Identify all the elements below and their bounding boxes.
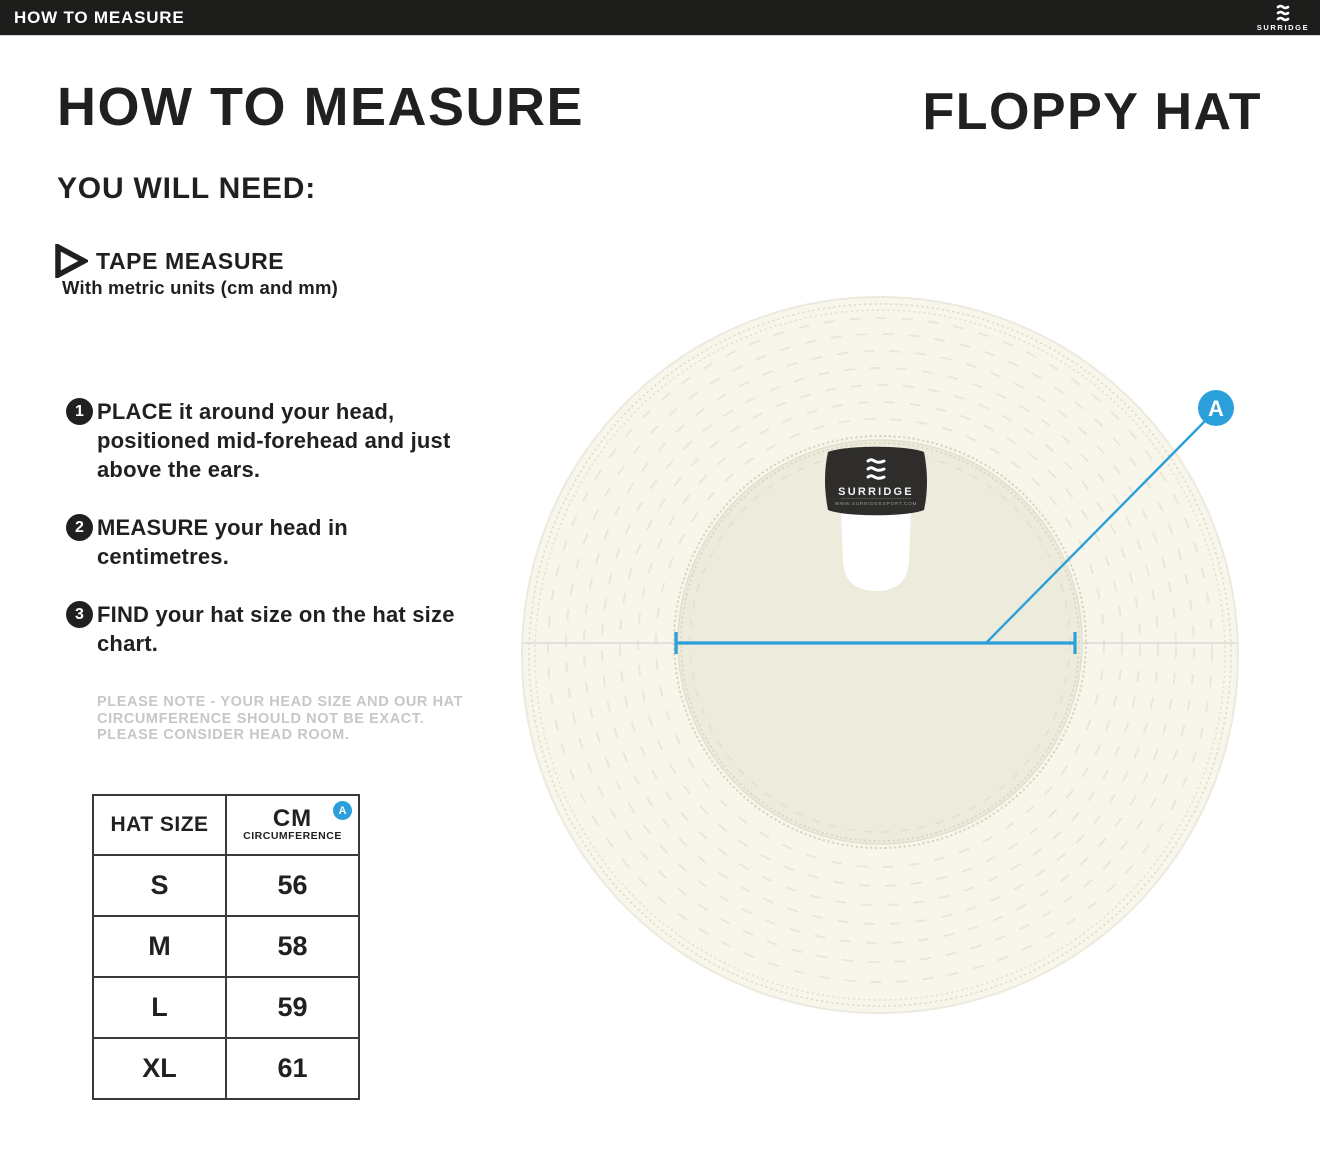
step-3 (66, 600, 486, 658)
step-1-badge: 1 (66, 398, 93, 425)
header-cm-label: CM (272, 805, 313, 832)
topbar-brand-text: SURRIDGE (1256, 22, 1310, 32)
floppy-hat-diagram (500, 270, 1290, 1050)
note-line-1: PLEASE NOTE - YOUR HEAD SIZE AND OUR HAT (97, 694, 464, 710)
table-row (93, 1038, 359, 1099)
table-header-row (93, 795, 359, 855)
header-circumference-label: CIRCUMFERENCE (243, 830, 342, 842)
header-hat-size-cell (93, 795, 226, 855)
step-2 (66, 513, 486, 571)
note-line-3: PLEASE CONSIDER HEAD ROOM. (97, 727, 350, 743)
page-title: HOW TO MEASURE (57, 77, 585, 137)
step-3-badge: 3 (66, 601, 93, 628)
step-1 (66, 397, 486, 484)
tape-measure-row (54, 244, 284, 278)
cm-cell-xl: 61 (226, 1038, 359, 1099)
topbar-title: HOW TO MEASURE (14, 7, 185, 27)
step-2-badge: 2 (66, 514, 93, 541)
cm-cell-s: 56 (226, 855, 359, 916)
label-brand-text: SURRIDGE (838, 486, 914, 498)
table-row (93, 916, 359, 977)
step-1-text: PLACE it around your head, positioned mid-forehead and just above the ears. (97, 399, 451, 482)
surridge-logo-icon (1252, 2, 1314, 34)
note-line-2: CIRCUMFERENCE SHOULD NOT BE EXACT. (97, 710, 425, 727)
tape-measure-label: TAPE MEASURE (96, 248, 285, 274)
size-cell-s: S (93, 855, 226, 916)
size-cell-l: L (93, 977, 226, 1038)
size-cell-m: M (93, 916, 226, 977)
table-row (93, 977, 359, 1038)
tape-measure-icon (54, 244, 88, 278)
cm-cell-m: 58 (226, 916, 359, 977)
tape-measure-note: With metric units (cm and mm) (62, 277, 338, 298)
you-will-need-heading: YOU WILL NEED: (57, 172, 316, 205)
header-hat-size-label: HAT SIZE (110, 813, 209, 836)
steps-list (66, 397, 486, 687)
step-3-text: FIND your hat size on the hat size chart. (97, 602, 455, 656)
crown-inner-patch (841, 510, 911, 591)
product-title: FLOPPY HAT (922, 83, 1262, 141)
top-bar (0, 0, 1320, 36)
table-marker-a-badge: A (333, 801, 352, 820)
head-room-note (97, 694, 463, 744)
size-cell-xl: XL (93, 1038, 226, 1099)
marker-a-letter: A (1208, 396, 1224, 421)
cm-cell-l: 59 (226, 977, 359, 1038)
brand-logo (1252, 2, 1320, 34)
header-cm-cell (226, 795, 359, 855)
table-row (93, 855, 359, 916)
hat-size-table (92, 794, 360, 1100)
step-2-text: MEASURE your head in centimetres. (97, 515, 348, 569)
label-url-text: WWW.SURRIDGESPORT.COM (834, 501, 918, 506)
